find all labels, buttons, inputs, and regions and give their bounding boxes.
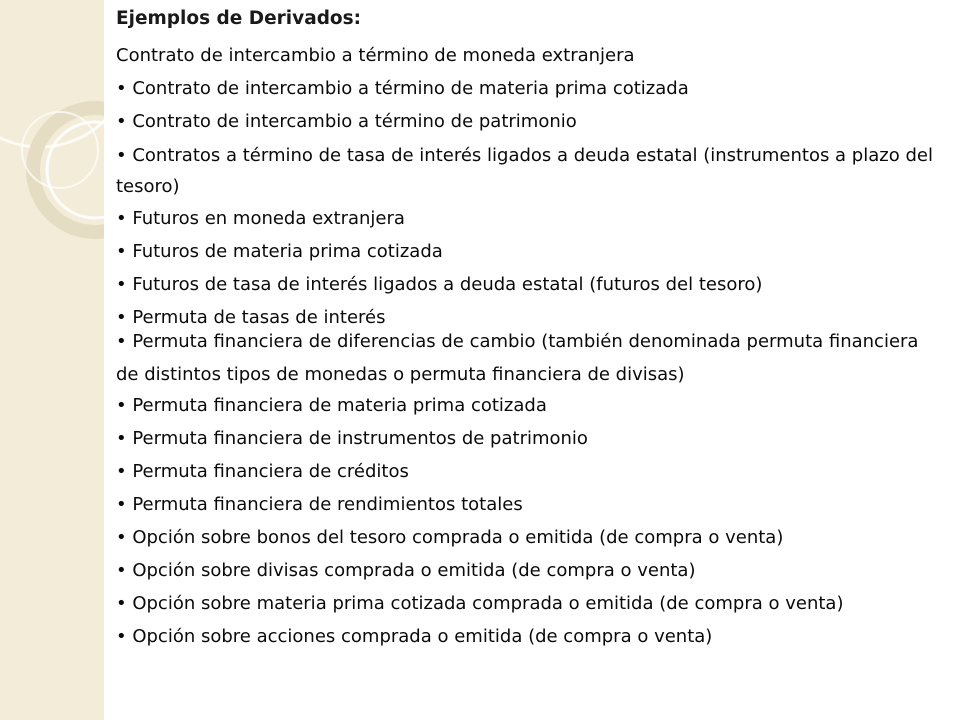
list-item: • Permuta financiera de diferencias de cambio (también denominada permuta financiera de distintos tipos de monedas o permuta financiera de divisas) xyxy=(116,331,919,385)
list-item: • Permuta financiera de rendimientos totales xyxy=(116,494,523,515)
decorative-side-panel xyxy=(0,0,104,720)
list-item: • Futuros de materia prima cotizada xyxy=(116,241,443,262)
list-item: • Permuta financiera de instrumentos de patrimonio xyxy=(116,428,588,449)
decorative-rings xyxy=(0,0,104,720)
list-item: • Opción sobre materia prima cotizada comprada o emitida (de compra o venta) xyxy=(116,593,844,614)
slide-content xyxy=(116,8,946,659)
list-item: • Opción sobre divisas comprada o emitida (de compra o venta) xyxy=(116,560,696,581)
list-item: • Permuta de tasas de interés xyxy=(116,307,386,328)
list-item: • Opción sobre bonos del tesoro comprada o emitida (de compra o venta) xyxy=(116,527,784,548)
list-item: • Permuta financiera de créditos xyxy=(116,461,409,482)
list-item: • Contratos a término de tasa de interés ligados a deuda estatal (instrumentos a plazo del tesoro) xyxy=(116,145,933,197)
list-item: Contrato de intercambio a término de moneda extranjera xyxy=(116,45,635,66)
slide-title: Ejemplos de Derivados: xyxy=(116,8,362,29)
list-item: • Futuros en moneda extranjera xyxy=(116,208,405,229)
list-item: • Futuros de tasa de interés ligados a deuda estatal (futuros del tesoro) xyxy=(116,274,763,295)
list-item: • Contrato de intercambio a término de patrimonio xyxy=(116,111,577,132)
list-item: • Permuta financiera de materia prima cotizada xyxy=(116,395,547,416)
list-item: • Opción sobre acciones comprada o emitida (de compra o venta) xyxy=(116,626,713,647)
list-item: • Contrato de intercambio a término de materia prima cotizada xyxy=(116,78,689,99)
